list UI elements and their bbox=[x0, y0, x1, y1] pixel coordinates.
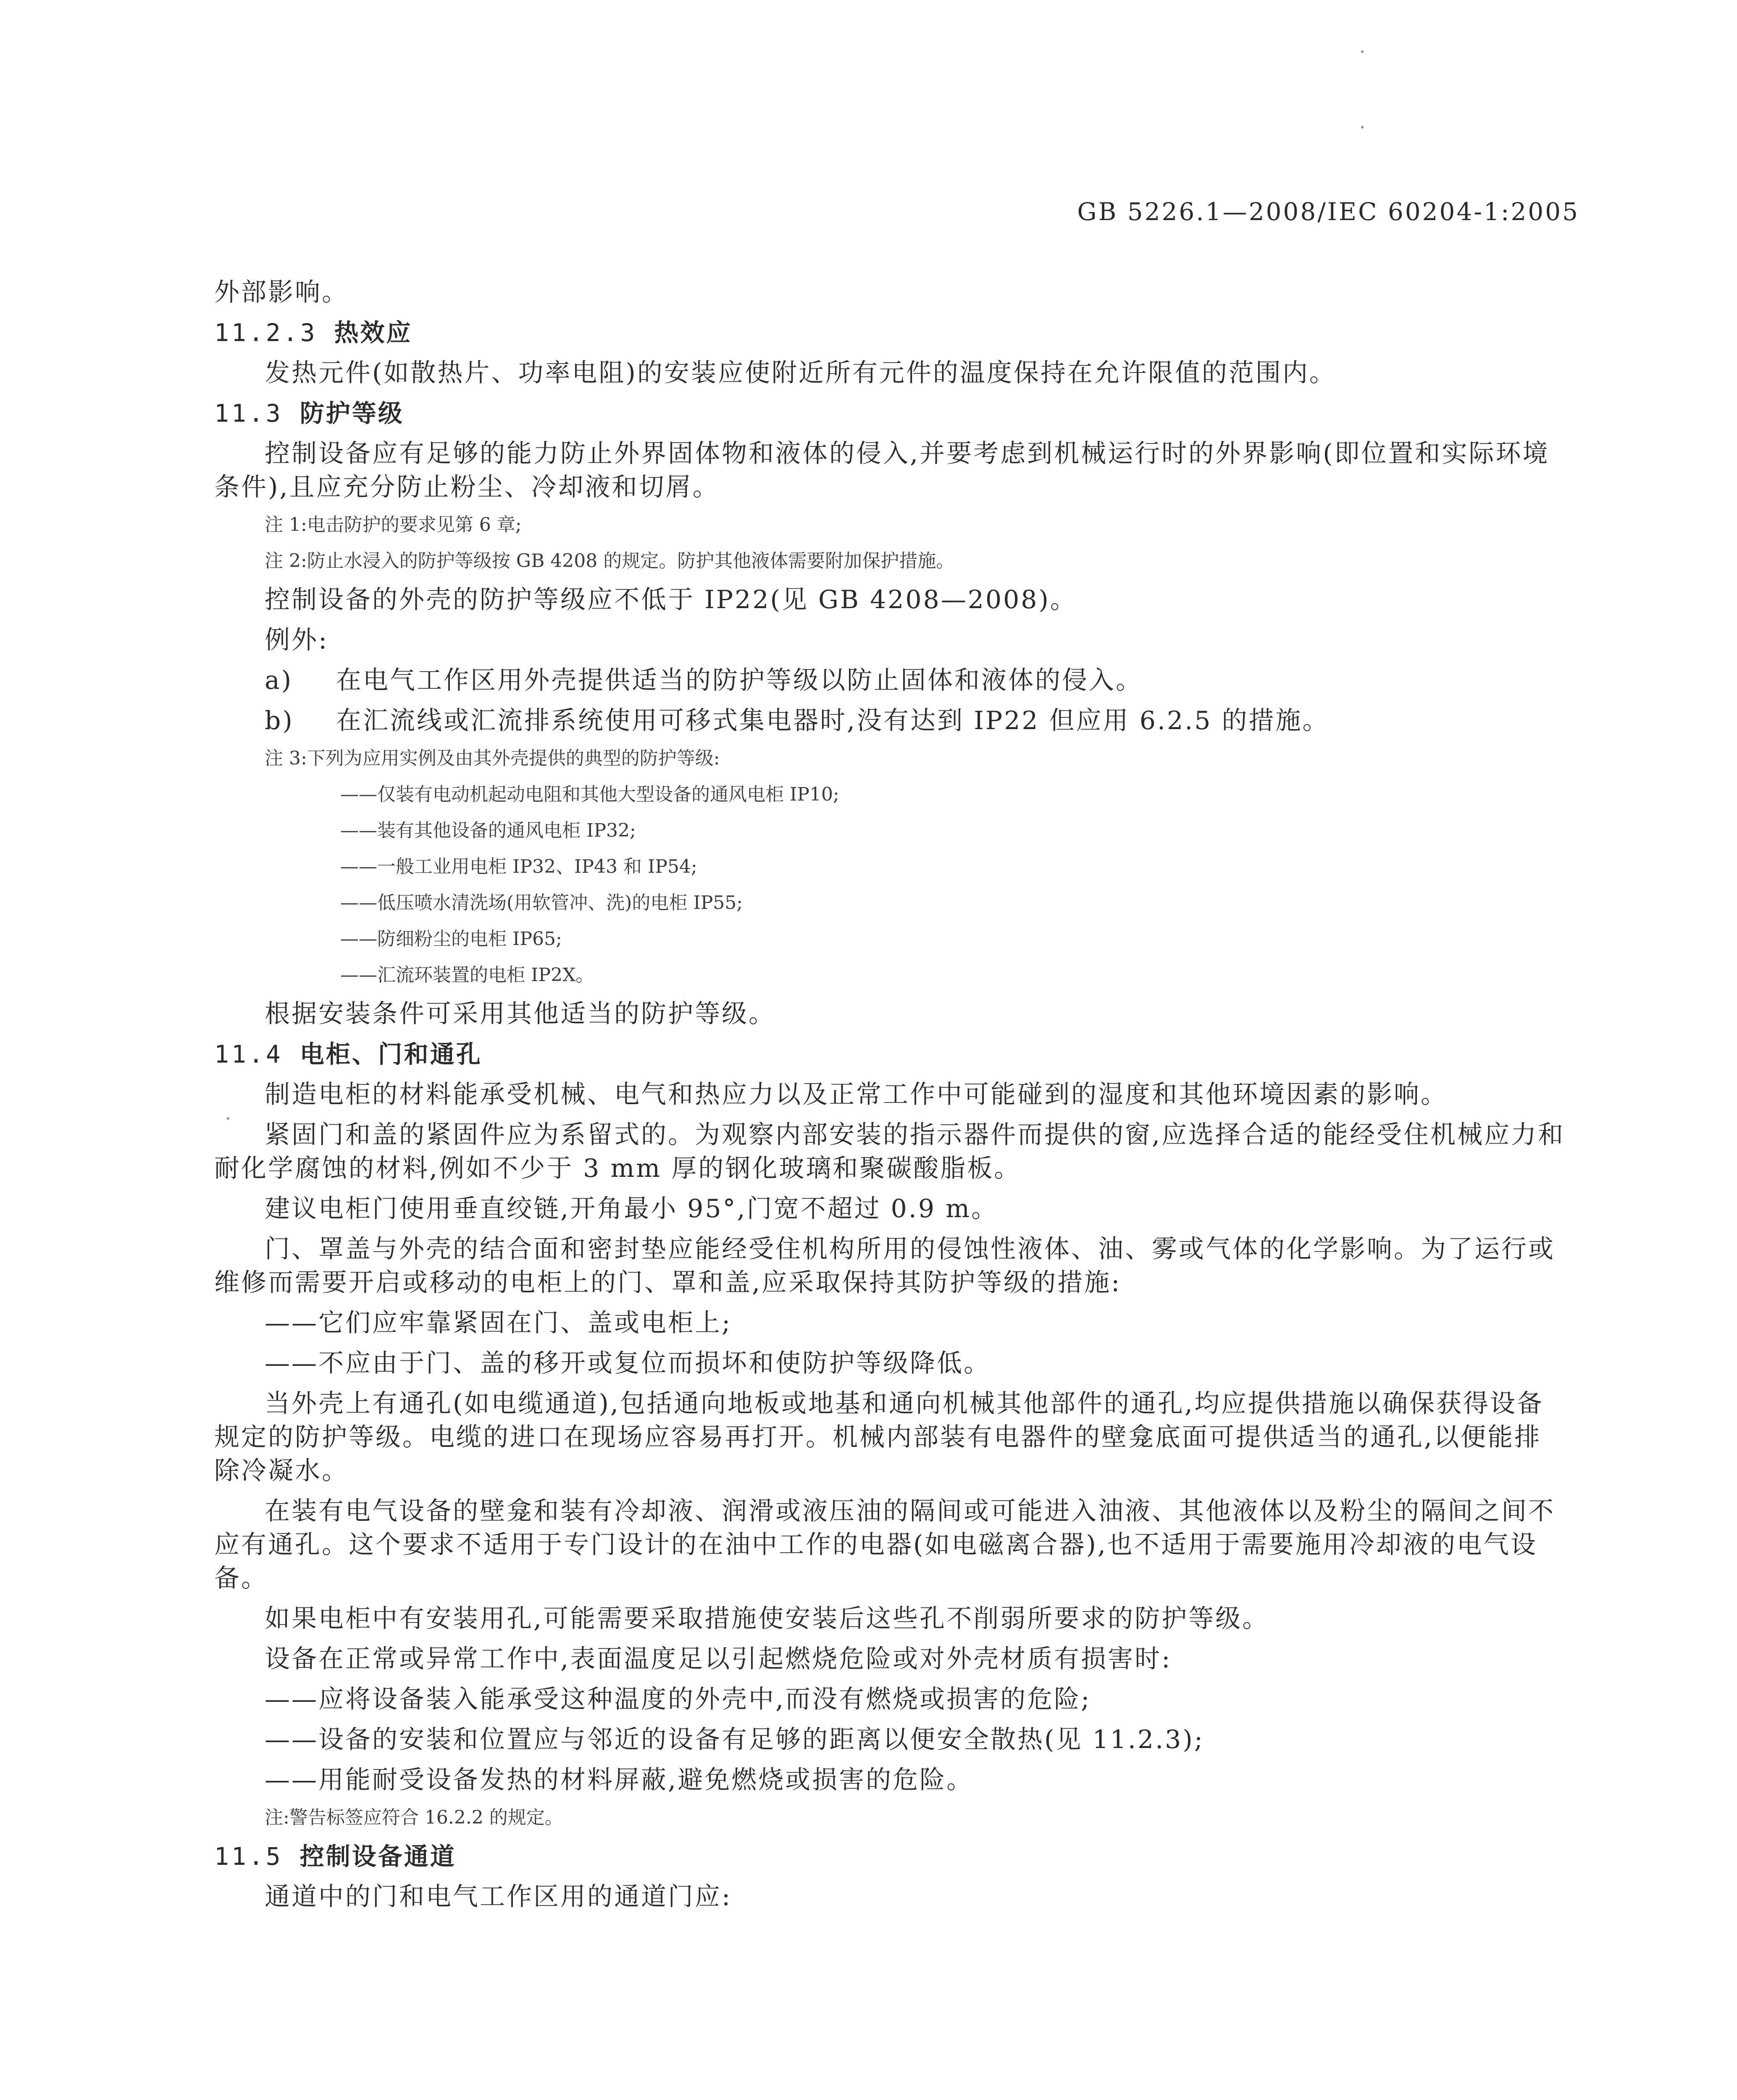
paragraph: 紧固门和盖的紧固件应为系留式的。为观察内部安装的指示器件而提供的窗,应选择合适的能经受住机械应力和耐化学腐蚀的材料,例如不少于 3 mm 厚的钢化玻璃和聚碳酸脂板。 bbox=[214, 1120, 1565, 1183]
dash-list-item: ——它们应牢靠紧固在门、盖或电柜上; bbox=[265, 1308, 732, 1338]
note: 注 2:防止水浸入的防护等级按 GB 4208 的规定。防护其他液体需要附加保护措施。 bbox=[265, 550, 955, 572]
section-number: 11.3 bbox=[214, 399, 283, 428]
dash-list-item: ——不应由于门、盖的移开或复位而损坏和使防护等级降低。 bbox=[265, 1349, 991, 1378]
paragraph: 通道中的门和电气工作区用的通道门应: bbox=[265, 1882, 732, 1911]
scan-speck bbox=[227, 1117, 229, 1120]
note: 注:警告标签应符合 16.2.2 的规定。 bbox=[265, 1807, 563, 1828]
list-item-label: b) bbox=[265, 706, 294, 735]
dash-list-item: ——用能耐受设备发热的材料屏蔽,避免燃烧或损害的危险。 bbox=[265, 1765, 974, 1795]
scan-speck bbox=[1361, 50, 1364, 53]
section-number: 11.2.3 bbox=[214, 318, 318, 347]
list-item bbox=[214, 664, 1567, 697]
paragraph: 例外: bbox=[265, 625, 329, 655]
note: 注 3:下列为应用实例及由其外壳提供的典型的防护等级: bbox=[265, 748, 720, 769]
section-number: 11.5 bbox=[214, 1842, 283, 1871]
list-item bbox=[214, 704, 1567, 738]
paragraph: 控制设备应有足够的能力防止外界固体物和液体的侵入,并要考虑到机械运行时的外界影响(即位置和实际环境条件),且应充分防止粉尘、冷却液和切屑。 bbox=[214, 439, 1550, 502]
dash-list-item: ——设备的安装和位置应与邻近的设备有足够的距离以便安全散热(见 11.2.3); bbox=[265, 1725, 1204, 1754]
paragraph: 发热元件(如散热片、功率电阻)的安装应使附近所有元件的温度保持在允许限值的范围内。 bbox=[265, 358, 1336, 388]
section-title: 防护等级 bbox=[300, 399, 404, 428]
paragraph: 当外壳上有通孔(如电缆通道),包括通向地板或地基和通向机械其他部件的通孔,均应提供措施以确保获得设备规定的防护等级。电缆的进口在现场应容易再打开。机械内部装有电器件的壁龛底面可提供适当的通孔,以便能排除冷凝水。 bbox=[214, 1389, 1544, 1486]
paragraph: 制造电柜的材料能承受机械、电气和热应力以及正常工作中可能碰到的湿度和其他环境因素的影响。 bbox=[265, 1080, 1448, 1109]
standard-number-header: GB 5226.1—2008/IEC 60204-1:2005 bbox=[1077, 197, 1579, 226]
note-list-item: ——低压喷水清洗场(用软管冲、洗)的电柜 IP55; bbox=[340, 892, 743, 914]
note-list-item: ——仅装有电动机起动电阻和其他大型设备的通风电柜 IP10; bbox=[340, 784, 839, 805]
section-heading bbox=[214, 316, 1567, 349]
section-number: 11.4 bbox=[214, 1040, 283, 1068]
paragraph: 设备在正常或异常工作中,表面温度足以引起燃烧危险或对外壳材质有损害时: bbox=[265, 1644, 1172, 1674]
note: 注 1:电击防护的要求见第 6 章; bbox=[265, 514, 522, 536]
paragraph: 门、罩盖与外壳的结合面和密封垫应能经受住机构所用的侵蚀性液体、油、雾或气体的化学影响。为了运行或维修而需要开启或移动的电柜上的门、罩和盖,应采取保持其防护等级的措施: bbox=[214, 1234, 1555, 1297]
scan-speck bbox=[1361, 126, 1364, 129]
continued-paragraph: 外部影响。 bbox=[214, 278, 349, 307]
section-title: 控制设备通道 bbox=[300, 1842, 456, 1871]
paragraph: 如果电柜中有安装用孔,可能需要采取措施使安装后这些孔不削弱所要求的防护等级。 bbox=[265, 1604, 1269, 1633]
dash-list-item: ——应将设备装入能承受这种温度的外壳中,而没有燃烧或损害的危险; bbox=[265, 1685, 1091, 1714]
note-list-item: ——防细粉尘的电柜 IP65; bbox=[340, 928, 562, 950]
document-body bbox=[214, 269, 1567, 1914]
list-item-text: 在电气工作区用外壳提供适当的防护等级以防止固体和液体的侵入。 bbox=[336, 666, 1143, 695]
section-title: 电柜、门和通孔 bbox=[300, 1040, 482, 1068]
note-list-item: ——一般工业用电柜 IP32、IP43 和 IP54; bbox=[340, 856, 697, 877]
section-heading bbox=[214, 1037, 1567, 1071]
note-list-item: ——装有其他设备的通风电柜 IP32; bbox=[340, 820, 636, 841]
section-heading bbox=[214, 1840, 1567, 1873]
paragraph: 建议电柜门使用垂直绞链,开角最小 95°,门宽不超过 0.9 m。 bbox=[265, 1194, 999, 1223]
section-heading bbox=[214, 396, 1567, 430]
list-item-text: 在汇流线或汇流排系统使用可移式集电器时,没有达到 IP22 但应用 6.2.5 的措施。 bbox=[336, 706, 1330, 735]
note-list-item: ——汇流环装置的电柜 IP2X。 bbox=[340, 964, 594, 986]
paragraph: 控制设备的外壳的防护等级应不低于 IP22(见 GB 4208—2008)。 bbox=[265, 585, 1077, 614]
paragraph: 在装有电气设备的壁龛和装有冷却液、润滑或液压油的隔间或可能进入油液、其他液体以及粉尘的隔间之间不应有通孔。这个要求不适用于专门设计的在油中工作的电器(如电磁离合器),也不适用于需要施用冷却液的电气设备。 bbox=[214, 1496, 1555, 1593]
section-title: 热效应 bbox=[334, 318, 413, 347]
list-item-label: a) bbox=[265, 666, 293, 695]
paragraph: 根据安装条件可采用其他适当的防护等级。 bbox=[265, 999, 775, 1029]
